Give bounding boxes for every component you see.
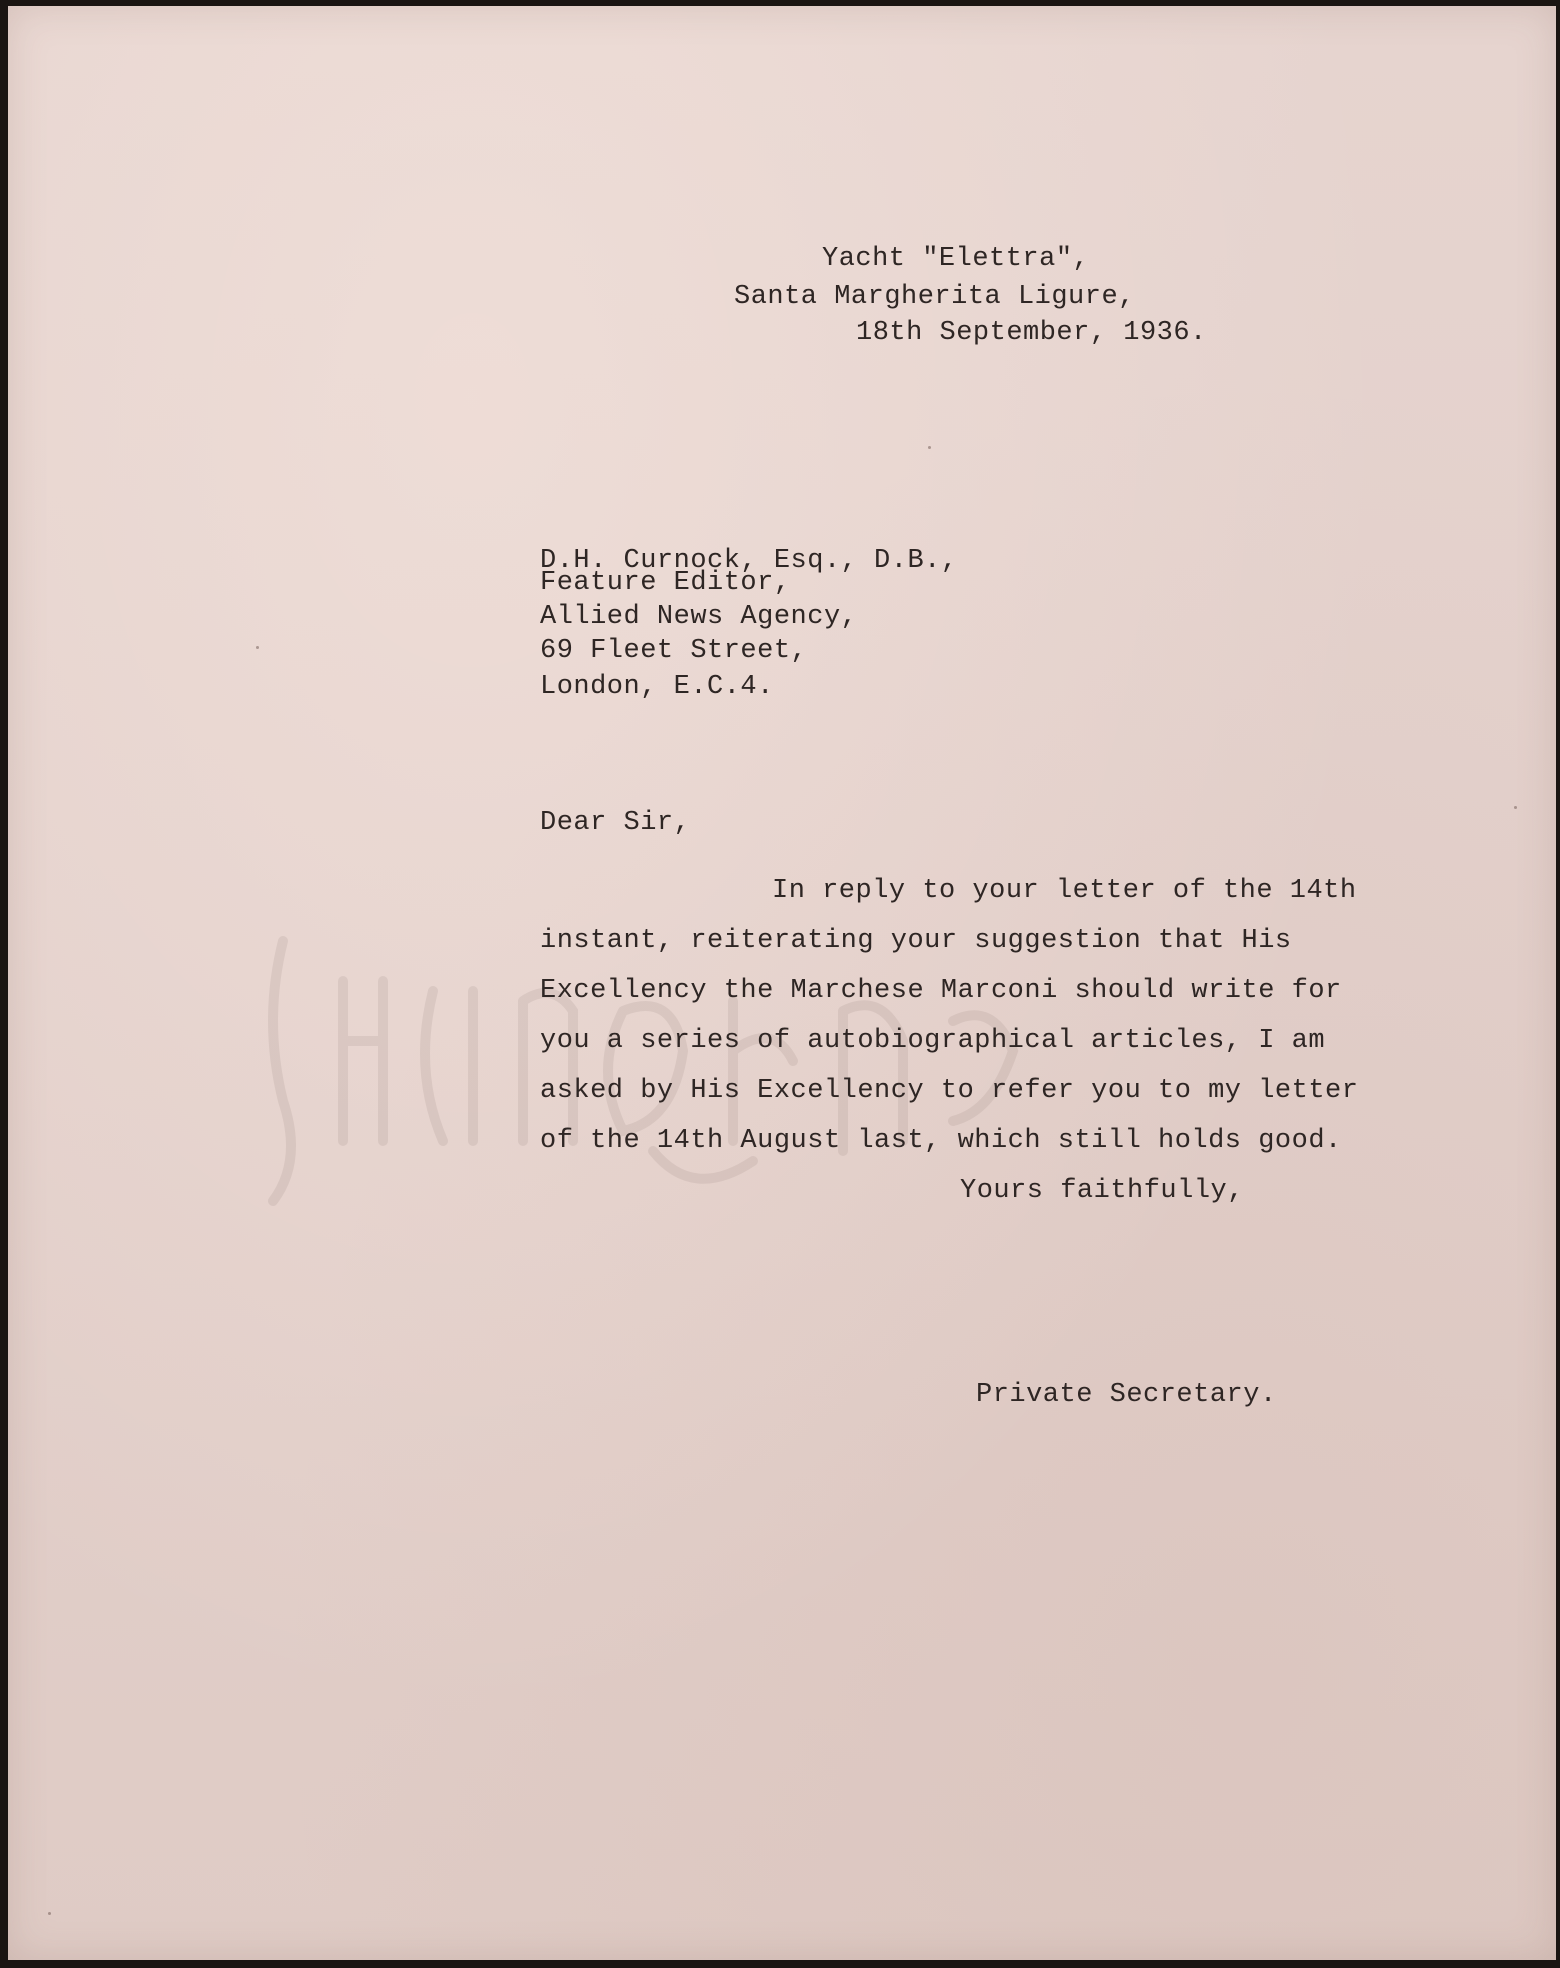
body-line-1: In reply to your letter of the 14th <box>772 876 1357 906</box>
recipient-title: Feature Editor, <box>540 568 791 598</box>
salutation: Dear Sir, <box>540 808 691 838</box>
closing: Yours faithfully, <box>960 1176 1244 1206</box>
paper-speck <box>1514 806 1517 809</box>
body-line-3: Excellency the Marchese Marconi should write for <box>540 976 1342 1006</box>
body-line-2: instant, reiterating your suggestion that His <box>540 926 1292 956</box>
recipient-name: D.H. Curnock, Esq., D.B., <box>540 546 958 576</box>
recipient-city: London, E.C.4. <box>540 672 774 702</box>
paper-speck <box>48 1912 51 1915</box>
recipient-company: Allied News Agency, <box>540 602 858 632</box>
sender-address-line-1: Yacht "Elettra", <box>822 244 1090 274</box>
signatory: Private Secretary. <box>976 1380 1277 1410</box>
body-line-5: asked by His Excellency to refer you to my letter <box>540 1076 1359 1106</box>
body-line-4: you a series of autobiographical articles, I am <box>540 1026 1326 1056</box>
paper-speck <box>928 446 931 449</box>
body-line-6: of the 14th August last, which still holds good. <box>540 1126 1342 1156</box>
recipient-street: 69 Fleet Street, <box>540 636 808 666</box>
paper-speck <box>256 646 259 649</box>
letter-page <box>8 6 1556 1960</box>
sender-address-line-2: Santa Margherita Ligure, <box>734 282 1135 312</box>
letter-date: 18th September, 1936. <box>856 318 1207 348</box>
